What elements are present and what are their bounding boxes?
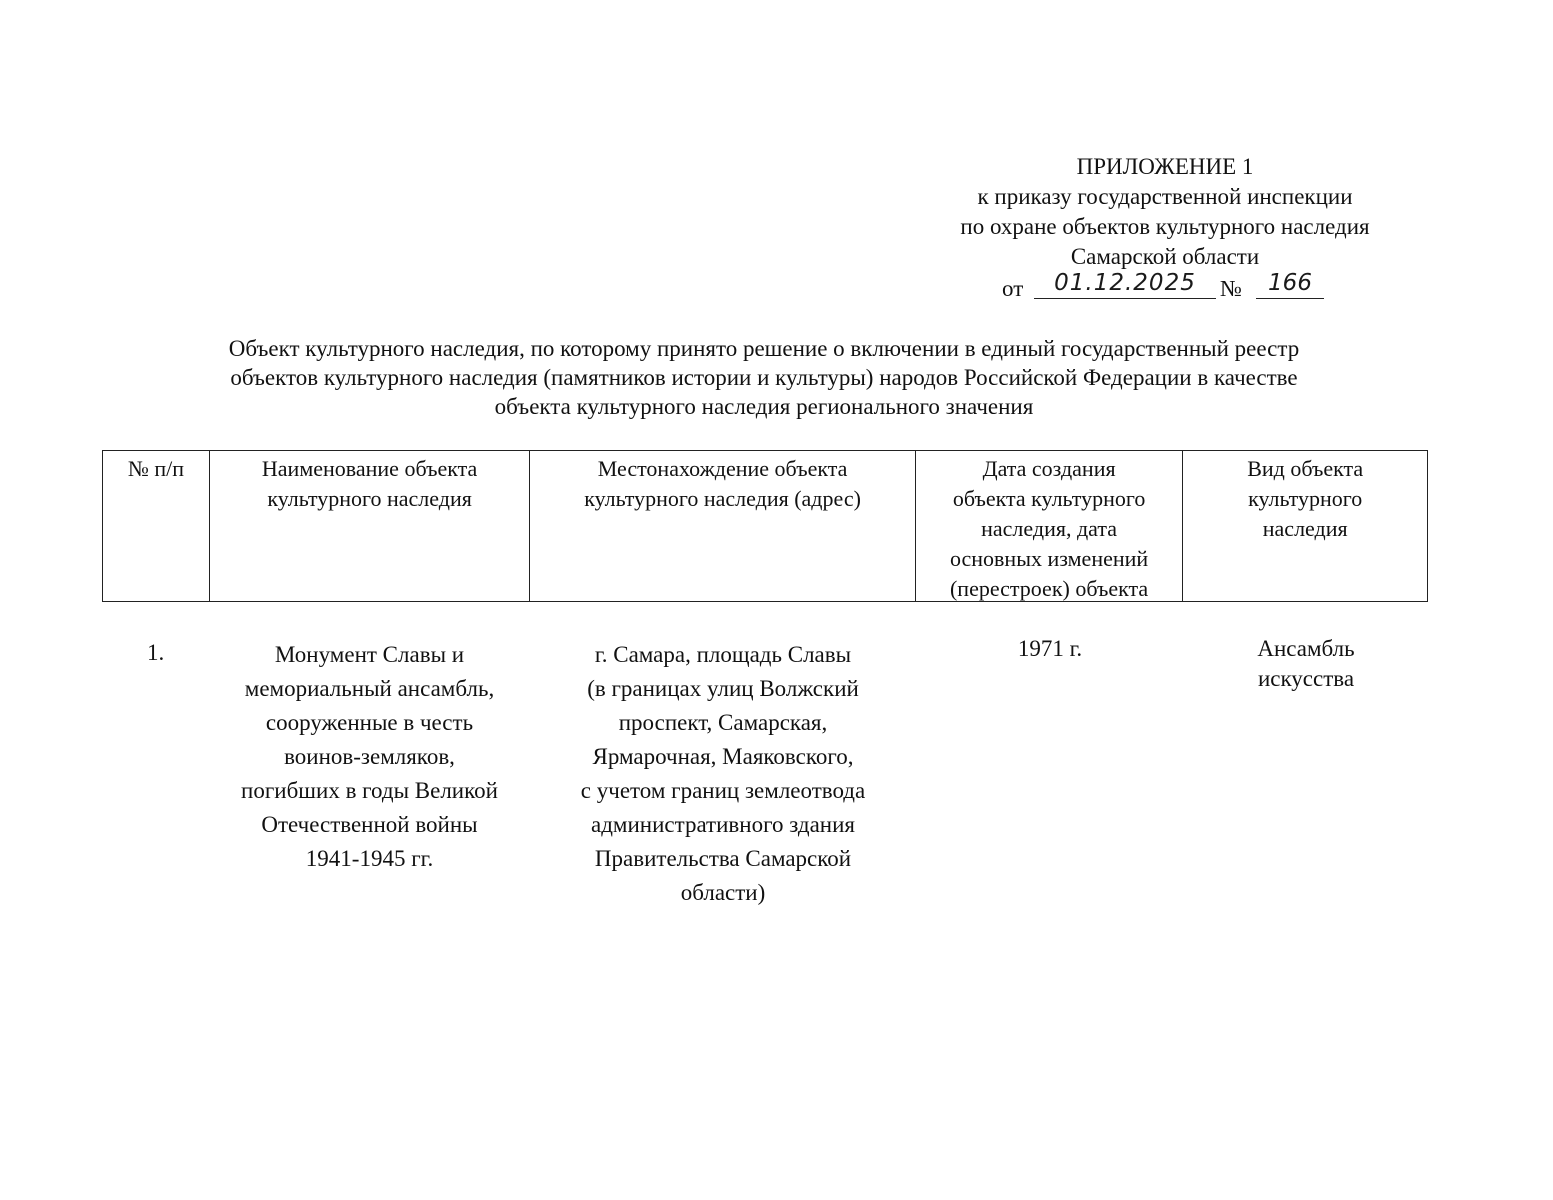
header-text: наследия, дата <box>981 516 1118 541</box>
header-text: культурного <box>1248 486 1363 511</box>
header-cell-address <box>530 451 915 601</box>
row-number-text: 1. <box>147 640 165 665</box>
date-prefix: от <box>1002 276 1024 301</box>
handwritten-date: 01.12.2025 <box>1034 268 1216 299</box>
header-text: наследия <box>1262 516 1348 541</box>
row-address <box>530 634 916 910</box>
header-text: Местонахождение объекта <box>597 456 848 481</box>
header-text: Дата создания <box>982 456 1116 481</box>
header-cell-type <box>1183 451 1427 601</box>
header-text: № п/п <box>127 456 184 481</box>
appendix-line-1: к приказу государственной инспекции <box>977 184 1353 209</box>
header-cell-date <box>916 451 1184 601</box>
heading-line-3: объекта культурного наследия регионального значения <box>494 394 1034 419</box>
appendix-line-2: по охране объектов культурного наследия <box>960 214 1370 239</box>
order-date-number-line <box>930 272 1400 306</box>
row-number <box>102 634 209 910</box>
header-text: культурного наследия (адрес) <box>584 486 861 511</box>
appendix-line-3: Самарской области <box>1070 244 1260 269</box>
address-line: административного здания <box>591 812 855 837</box>
header-cell-number <box>103 451 210 601</box>
header-text: Наименование объекта <box>261 456 478 481</box>
name-line: мемориальный ансамбль, <box>244 676 495 701</box>
type-line: искусства <box>1257 666 1355 691</box>
address-line: проспект, Самарская, <box>618 710 828 735</box>
address-line: Правительства Самарской <box>594 846 852 871</box>
header-text: (перестроек) объекта <box>949 576 1149 601</box>
header-text: культурного наследия <box>267 486 472 511</box>
appendix-title: ПРИЛОЖЕНИЕ 1 <box>1076 154 1254 179</box>
header-text: объекта культурного <box>952 486 1146 511</box>
name-line: погибших в годы Великой <box>241 778 498 803</box>
handwritten-number: 166 <box>1256 268 1324 299</box>
heading-line-2: объектов культурного наследия (памятников истории и культуры) народов Российской Федерации в качестве <box>230 365 1298 390</box>
number-prefix: № <box>1220 276 1242 301</box>
name-line: 1941-1945 гг. <box>305 846 434 871</box>
address-line: (в границах улиц Волжский <box>587 676 859 701</box>
row-name <box>209 634 530 910</box>
name-line: Отечественной войны <box>261 812 478 837</box>
name-line: Монумент Славы и <box>274 642 465 667</box>
address-line: г. Самара, площадь Славы <box>594 642 852 667</box>
header-cell-name <box>210 451 531 601</box>
type-line: Ансамбль <box>1257 636 1355 661</box>
header-text: основных изменений <box>949 546 1149 571</box>
address-line: области) <box>680 880 766 905</box>
row-type <box>1184 634 1428 910</box>
address-line: Ярмарочная, Маяковского, <box>592 744 854 769</box>
name-line: сооруженные в честь <box>265 710 474 735</box>
row-date <box>916 634 1184 910</box>
heading-line-1: Объект культурного наследия, по которому принято решение о включении в единый государственный реестр <box>228 336 1300 361</box>
table-header <box>102 450 1428 602</box>
header-text: Вид объекта <box>1247 456 1364 481</box>
date-line: 1971 г. <box>1017 636 1083 661</box>
name-line: воинов-земляков, <box>284 744 455 769</box>
document-heading <box>100 334 1428 421</box>
address-line: с учетом границ землеотвода <box>580 778 866 803</box>
appendix-block <box>930 152 1400 306</box>
table-row <box>102 634 1428 910</box>
